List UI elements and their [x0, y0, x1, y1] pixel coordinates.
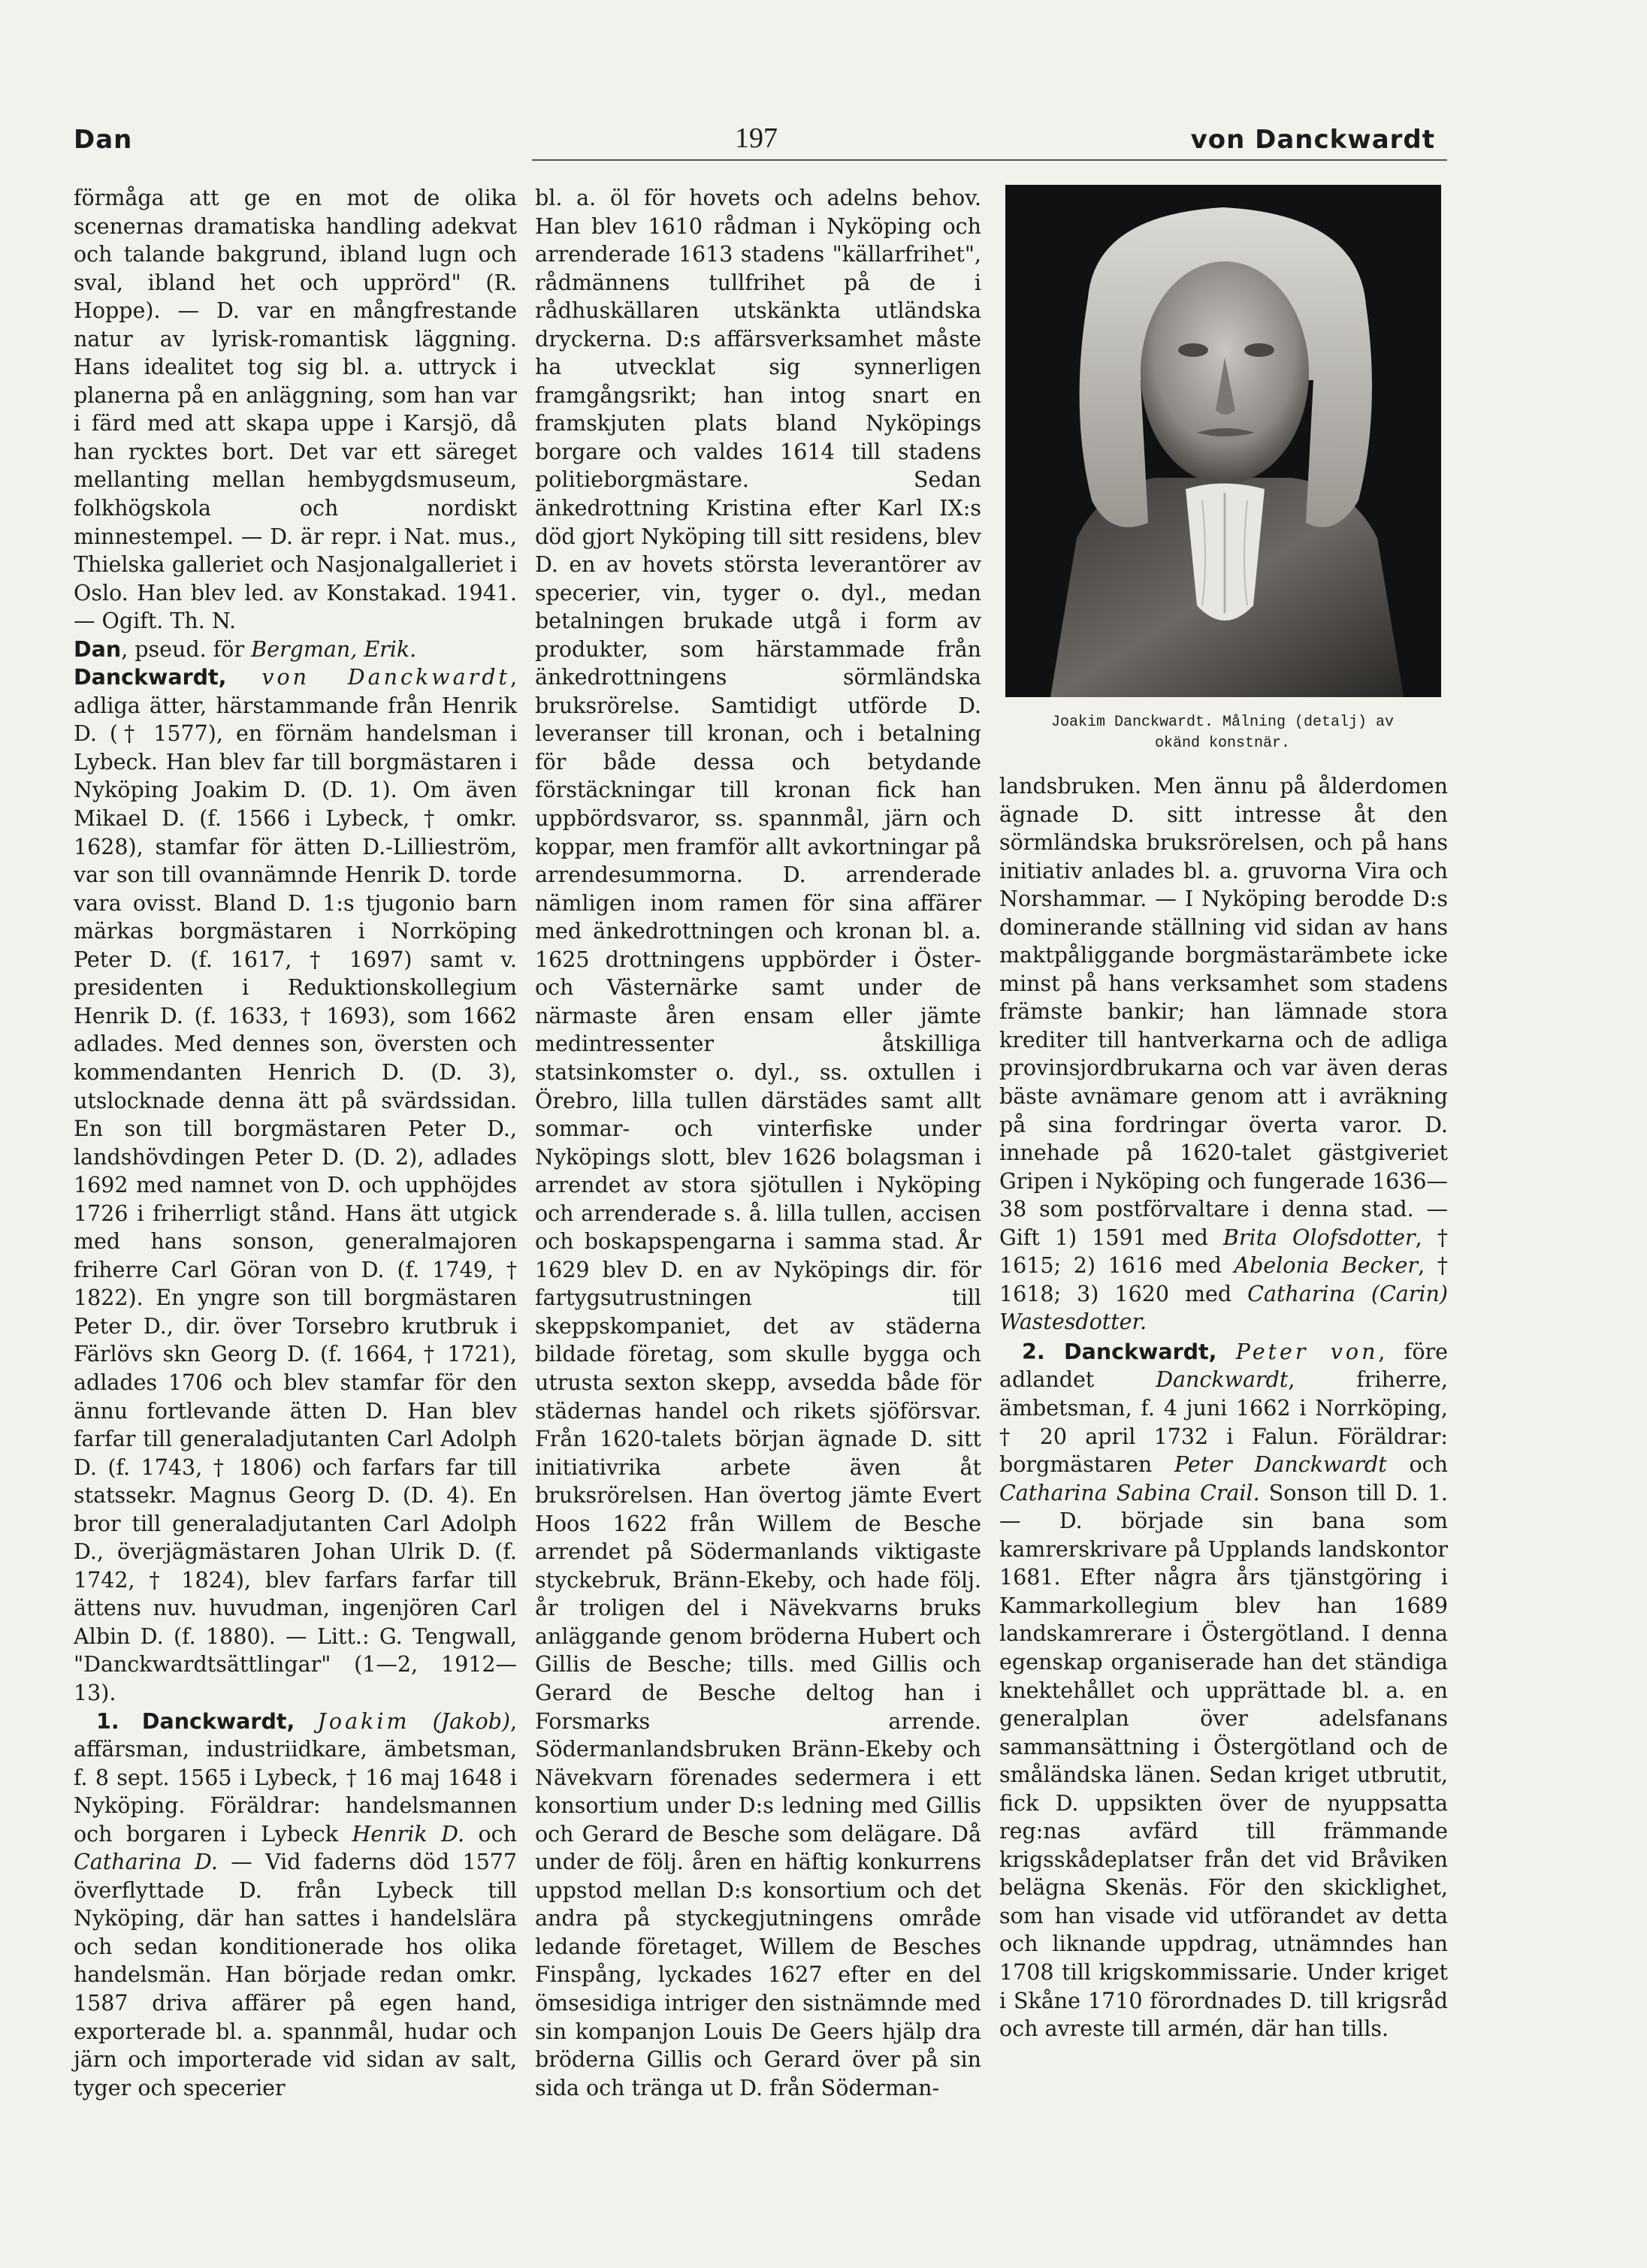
conclusion-text-1: landsbruken. Men ännu på ålderdomen ägnade D. sitt intresse åt den sörmländska bruksrörelsen, och på hans initiativ anlades bl. a. gruvorna Vira och Norshammar. — I Nyköping berodde D:s dominerande ställning vid sidan av hans maktpåliggande borgmästarämbete icke minst på hans verksamhet som stadens främste bankir; han lämnade stora krediter till hantverkarna och de adliga provinsjordbrukarna och var även deras bäste avnämare genom att i avräkning på sina fordringar överta varor. D. innehade på 1620-talet gästgiveriet Gripen i Nyköping och fungerade 1636—38 som postförvaltare i denna stad. — Gift 1) 1591 med — [999, 774, 1448, 1250]
entry-joakim-father: Henrik D. — [352, 1821, 465, 1847]
entry-joakim-text-2: och — [464, 1821, 517, 1847]
entry-peter-number: 2. — [1022, 1339, 1045, 1364]
conclusion-text-3: , † 1618; 3) 1620 med — [999, 1253, 1448, 1306]
caption-line-2: okänd konstnär. — [1154, 735, 1291, 752]
entry-joakim-forename: Joakim — [317, 1708, 410, 1734]
column-1 — [74, 184, 517, 2102]
entry-joakim-text-1: , affärsman, industriidkare, ämbetsman, f. 8 sept. 1565 i Lybeck, † 16 maj 1648 i Nyköping. Föräldrar: handelsmannen och borgaren i Lybeck — [74, 1708, 518, 1847]
entry-joakim-continued: bl. a. öl för hovets och adelns behov. Han blev 1610 rådman i Nyköping och arrenderade 1613 stadens "källarfrihet", rådmännens tullfrihet på de i rådhuskällaren utskänkta utländska dryckerna. D:s affärsverksamhet måste ha utvecklat sig synnerligen framgångsrikt; han intog snart en framskjuten plats bland Nyköpings borgare och valdes 1614 till stadens politieborgmästare. Sedan änkedrottning Kristina efter Karl IX:s död gjort Nyköping till sitt residens, blev D. en av hovets största leverantörer av specerier, vin, tyger o. dyl., medan betalningen brukade utgå i form av produkter, som härstammade från änkedrottningens sörmländska bruksrörelse. Samtidigt utförde D. leveranser till kronan, och i betalning för både dessa och betydande förstäckningar till kronan fick han uppbördsvaror, ss. spannmål, järn och koppar, men framför allt avkortningar på arrendesummorna. D. arrenderade nämligen inom ramen för sina affärer med änkedrottningen och kronan bl. a. 1625 drottningens uppbörder i Öster- och Västernärke samt under de närmaste åren ensam eller jämte medintressenter åtskilliga statsinkomster o. dyl., ss. oxtullen i Örebro, lilla tullen därstädes samt allt sommar- och vinterfiske under Nyköpings slott, blev 1626 bolagsman i arrendet av stora sjötullen i Nyköping och arrenderade s. å. lilla tullen, accisen och boskapspengarna i samma stad. År 1629 blev D. en av Nyköpings dir. för fartygsutrustningen till skeppskompaniet, det av städerna bildade företag, som skulle bygga och utrusta sexton skepp, avsedda både för städernas handel och rikets sjöförsvar. Från 1620-talets början ägnade D. sitt initiativrika arbete även åt bruksrörelsen. Han övertog jämte Evert Hoos 1622 från Willem de Besche arrendet på Södermanlands viktigaste styckebruk, Bränn-Ekeby, och hade följ. år troligen del i Nävekvarns bruks anläggande genom bröderna Hubert och Gillis de Besche; tills. med Gillis och Gerard de Besche deltog han i Forsmarks arrende. Södermanlandsbruken Bränn-Ekeby och Nävekvarn förenades sedermera i ett konsortium under D:s ledning med Gillis och Gerard de Besche som delägare. Då under de följ. åren en häftig konkurrens uppstod mellan D:s konsortium och det andra på styckegjutningens område ledande företaget, Willem de Besches Finspång, lyckades 1627 efter en del ömsesidiga intriger den sistnämnde med sin kompanjon Louis De Geers hjälp dra bröderna Gillis och Gerard över på sin sida och tränga ut D. från Söderman- — [535, 186, 981, 2100]
portrait-illustration — [1005, 185, 1441, 697]
header-left-keyword: Dan — [74, 125, 133, 155]
spouse-3: Catharina (Carin) Wastesdotter. — [999, 1281, 1448, 1335]
portrait-caption — [986, 712, 1459, 754]
page-number: 197 — [735, 122, 778, 154]
entry-peter-father: Peter Danckwardt — [1174, 1452, 1387, 1478]
entry-dan-ref: Bergman, Erik. — [251, 636, 417, 662]
entry-peter-former-name: Danckwardt — [1156, 1367, 1289, 1393]
entry-peter-text-4: Sonson till D. 1. — D. började sin bana som kamrerskrivare på Upplands landskontor 1681. Efter några års tjänstgöring i Kammarkollegium blev han 1689 landskamrerare i Östergötland. I denna egenskap organiserade han det ständiga knektehållet och upprättade bl. a. en generalplan över adelsfanans sammansättning i Östergötland och de småländska länen. Sedan kriget utbrutit, fick D. uppsikten över de nyuppsatta reg:nas avfärd till främmande krigsskådeplatser från det vid Bråviken belägna Skenäs. För den skicklighet, som han visade vid utförandet av detta och liknande uppdrag, utnämndes han 1708 till krigskommissarie. Under kriget i Skåne 1710 förordnades D. till krigsråd och avreste till armén, där han tills. — [999, 1480, 1448, 2042]
artist-article-end: förmåga att ge en mot de olika scenernas dramatiska handling adekvat och talande bakgrund, ibland lugn och sval, ibland het och upprörd" (R. Hoppe). — D. var en mångfrestande natur av lyrisk-romantisk läggning. Hans idealitet tog sig bl. a. uttryck i planerna på en anläggning, som han var i färd med att skapa uppe i Karsjö, då han rycktes bort. Det var ett säreget mellanting mellan hembygdsmuseum, folkhögskola och nordiskt minnestempel. — D. är repr. i Nat. mus., Thielska galleriet och Nasjonalgalleriet i Oslo. Han blev led. av Konstakad. 1941. — Ogift. Th. N. — [74, 186, 517, 634]
entry-joakim-mother: Catharina D. — [74, 1850, 218, 1875]
entry-joakim-alias: (Jakob) — [432, 1708, 510, 1734]
conclusion-text-2: , † 1615; 2) 1616 med — [999, 1225, 1449, 1279]
entry-peter-text-1: , före adlandet — [999, 1339, 1448, 1393]
entry-dan-text: , pseud. för — [121, 636, 252, 662]
entry-joakim-text-3: — Vid faderns död 1577 överflyttade D. från Lybeck till Nyköping, där han sattes i handelslära och sedan konditionerade hos olika handelsmän. Han började redan omkr. 1587 driva affärer på egen hand, exporterade bl. a. spannmål, hudar och järn och importerade vid sidan av salt, tyger och specerier — [74, 1850, 517, 2100]
page-header — [0, 111, 1647, 164]
entry-peter-forename: Peter von — [1235, 1339, 1379, 1364]
header-rule — [532, 159, 1447, 161]
family-text: , adliga ätter, härstammande från Henrik D. († 1577), en förnäm handelsman i Lybeck. Han blev far till borgmästaren i Nyköping Joakim D. (D. 1). Om även Mikael D. (f. 1566 i Lybeck, † omkr. 1628), stamfar för ätten D.-Lillieström, var son till ovannämnde Henrik D. torde vara ovisst. Bland D. 1:s tjugonio barn märkas borgmästaren i Norrköping Peter D. (f. 1617, † 1697) samt v. presidenten i Reduktionskollegium Henrik D. (f. 1633, † 1693), som 1662 adlades. Med dennes son, översten och kommendanten Henrich D. (D. 3), utslocknade denna ätt på svärdssidan. En son till borgmästaren Peter D., landshövdingen Peter D. (D. 2), adlades 1692 med namnet von D. och upphöjdes 1726 i friherrligt stånd. Hans ätt utgick med hans sonson, generalmajoren friherre Carl Göran von D. (f. 1749, † 1822). En yngre son till borgmästaren Peter D., dir. över Torsebro krutbruk i Färlövs skn Georg D. (f. 1664, † 1721), adlades 1706 och blev stamfar för den ännu fortlevande ätten D. Han blev farfar till generaladjutanten Carl Adolph D. (f. 1743, † 1806) och farfars far till statssekr. Magnus Georg D. (D. 4). En bror till generaladjutanten Carl Adolph D., överjägmästaren Johan Ulrik D. (f. 1742, † 1824), blev farfars farfar till ättens nuv. huvudman, ingenjören Carl Albin D. (f. 1880). — Litt.: G. Tengwall, "Danckwardtsättlingar" (1—2, 1912—13). — [74, 665, 517, 1705]
caption-line-1: Joakim Danckwardt. Målning (detalj) av — [1050, 714, 1395, 731]
entry-joakim-conclusion — [999, 772, 1448, 1336]
entry-peter — [999, 1338, 1448, 2043]
entry-joakim — [74, 1708, 517, 2103]
entry-dan-head: Dan — [74, 636, 122, 662]
entry-joakim-number: 1. — [96, 1708, 119, 1734]
entry-peter-head: Danckwardt, — [1063, 1339, 1217, 1364]
entry-peter-text-2: , friherre, ämbetsman, f. 4 juni 1662 i Norrköping, † 20 april 1732 i Falun. Föräldrar: borgmästaren — [999, 1367, 1448, 1478]
entry-danckwardt-family — [74, 663, 517, 1707]
spouse-1: Brita Olofsdotter — [1222, 1225, 1416, 1250]
entry-peter-text-3: och — [1386, 1452, 1448, 1478]
family-spaced-name: von Danckwardt — [261, 665, 510, 690]
family-head: Danckwardt, — [74, 665, 227, 690]
spouse-2: Abelonia Becker — [1234, 1253, 1419, 1279]
column-2 — [535, 184, 981, 2102]
entry-dan — [74, 636, 517, 664]
column-3 — [999, 772, 1448, 2043]
header-right-keyword: von Danckwardt — [1190, 125, 1435, 155]
portrait-image — [1005, 185, 1441, 697]
entry-joakim-head: Danckwardt, — [141, 1708, 295, 1734]
entry-peter-mother: Catharina Sabina Crail. — [999, 1480, 1260, 1505]
